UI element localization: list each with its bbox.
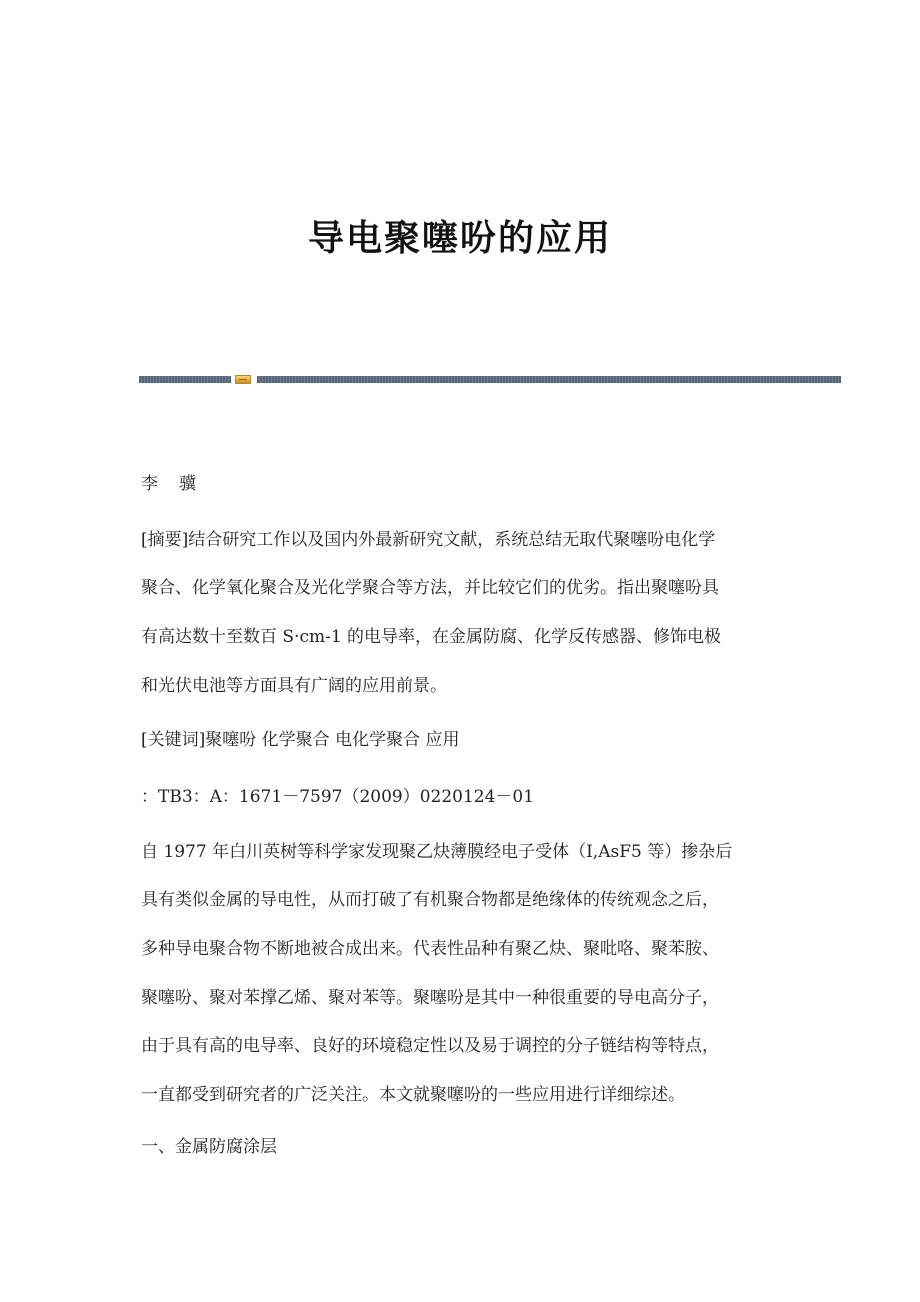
body-line: 具有类似金属的导电性，从而打破了有机聚合物都是绝缘体的传统观念之后，: [141, 890, 719, 910]
body-line: 多种导电聚合物不断地被合成出来。代表性品种有聚乙炔、聚吡咯、聚苯胺、: [141, 939, 719, 959]
abstract-line: 和光伏电池等方面具有广阔的应用前景。: [141, 676, 447, 696]
body-line: 一直都受到研究者的广泛关注。本文就聚噻吩的一些应用进行详细综述。: [141, 1085, 685, 1105]
keywords-line: [关键词]聚噻吩 化学聚合 电化学聚合 应用: [141, 730, 460, 750]
abstract-line: 有高达数十至数百 S·cm-1 的电导率，在金属防腐、化学反传感器、修饰电极: [141, 627, 722, 647]
divider-right-segment: [257, 376, 841, 383]
author-name: 李 骥: [141, 474, 198, 494]
divider-ornament-icon: [235, 375, 251, 384]
body-line: 由于具有高的电导率、良好的环境稳定性以及易于调控的分子链结构等特点，: [141, 1036, 719, 1056]
title-divider: [139, 375, 841, 384]
classification-line: ：TB3：A：1671－7597（2009）0220124－01: [141, 787, 535, 807]
body-line: 聚噻吩、聚对苯撑乙烯、聚对苯等。聚噻吩是其中一种很重要的导电高分子，: [141, 988, 719, 1008]
divider-left-segment: [139, 376, 231, 383]
document-title: 导电聚噻吩的应用: [307, 218, 612, 259]
abstract-line: [摘要]结合研究工作以及国内外最新研究文献，系统总结无取代聚噻吩电化学: [141, 530, 716, 550]
body-line: 自 1977 年白川英树等科学家发现聚乙炔薄膜经电子受体（I,AsF5 等）掺杂后: [141, 842, 733, 862]
section-heading: 一、金属防腐涂层: [141, 1137, 277, 1157]
abstract-line: 聚合、化学氧化聚合及光化学聚合等方法，并比较它们的优劣。指出聚噻吩具: [141, 578, 719, 598]
